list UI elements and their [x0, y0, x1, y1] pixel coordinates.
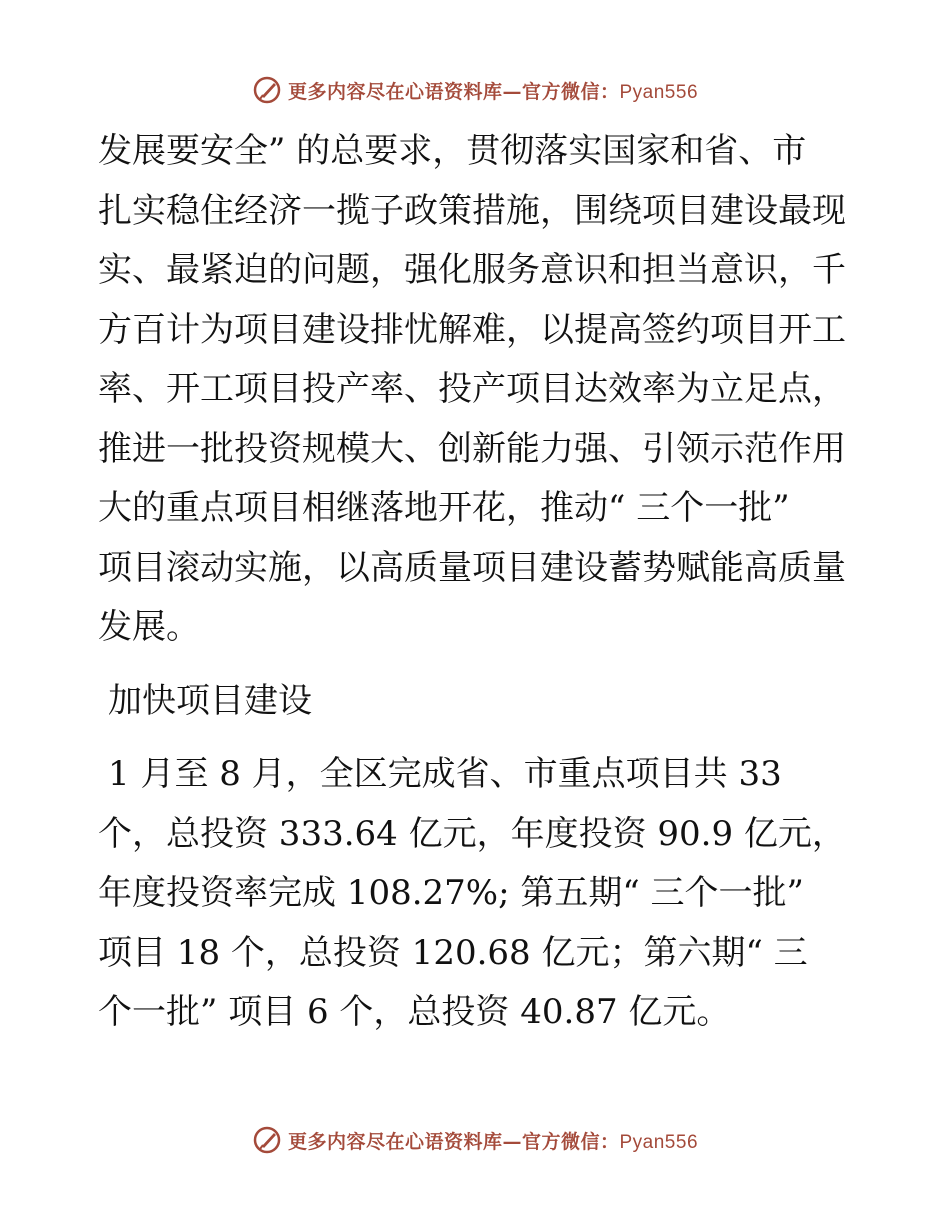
feather-pen-circle-icon	[252, 1125, 282, 1155]
paragraph-line: 1 月至 8 月，全区完成省、市重点项目共 33	[108, 754, 782, 794]
watermark-text	[288, 77, 698, 104]
paragraph-statistics	[98, 745, 858, 1043]
paragraph-line: 率、开工项目投产率、投产项目达效率为立足点，	[98, 369, 846, 409]
watermark-main-text: 更多内容尽在心语资料库	[287, 80, 503, 103]
watermark-banner-bottom	[0, 1120, 950, 1160]
feather-pen-circle-icon	[252, 75, 282, 105]
paragraph-line: 大的重点项目相继落地开花，推动“ 三个一批”	[98, 488, 790, 528]
paragraph-policy	[98, 122, 858, 658]
paragraph-line: 扎实稳住经济一揽子政策措施，围绕项目建设最现	[98, 190, 846, 231]
watermark-dash: —	[502, 1130, 522, 1153]
watermark-text	[288, 1127, 698, 1154]
watermark-wechat-label: 官方微信：	[521, 1130, 620, 1153]
watermark-dash: —	[502, 80, 522, 103]
watermark-main-text: 更多内容尽在心语资料库	[287, 1130, 503, 1153]
paragraph-line: 个，总投资 333.64 亿元，年度投资 90.9 亿元，	[98, 813, 846, 854]
section-heading: 加快项目建设	[108, 680, 312, 721]
document-body	[98, 122, 858, 1043]
watermark-banner-top	[0, 70, 950, 110]
paragraph-line: 项目 18 个，总投资 120.68 亿元；第六期“ 三	[98, 932, 808, 973]
paragraph-line: 年度投资率完成 108.27%; 第五期“ 三个一批”	[98, 873, 804, 913]
paragraph-line: 发展。	[98, 607, 200, 647]
paragraph-line: 个一批” 项目 6 个，总投资 40.87 亿元。	[98, 992, 731, 1032]
paragraph-line: 项目滚动实施，以高质量项目建设蓄势赋能高质量	[98, 547, 846, 588]
watermark-wechat-id: Pyan556	[619, 81, 699, 103]
paragraph-line: 实、最紧迫的问题，强化服务意识和担当意识，千	[98, 250, 846, 290]
paragraph-line: 推进一批投资规模大、创新能力强、引领示范作用	[98, 428, 846, 469]
paragraph-line: 发展要安全” 的总要求，贯彻落实国家和省、市	[98, 131, 807, 171]
paragraph-line: 方百计为项目建设排忧解难，以提高签约项目开工	[98, 309, 846, 350]
watermark-wechat-id: Pyan556	[619, 1131, 699, 1153]
watermark-wechat-label: 官方微信：	[521, 80, 620, 103]
